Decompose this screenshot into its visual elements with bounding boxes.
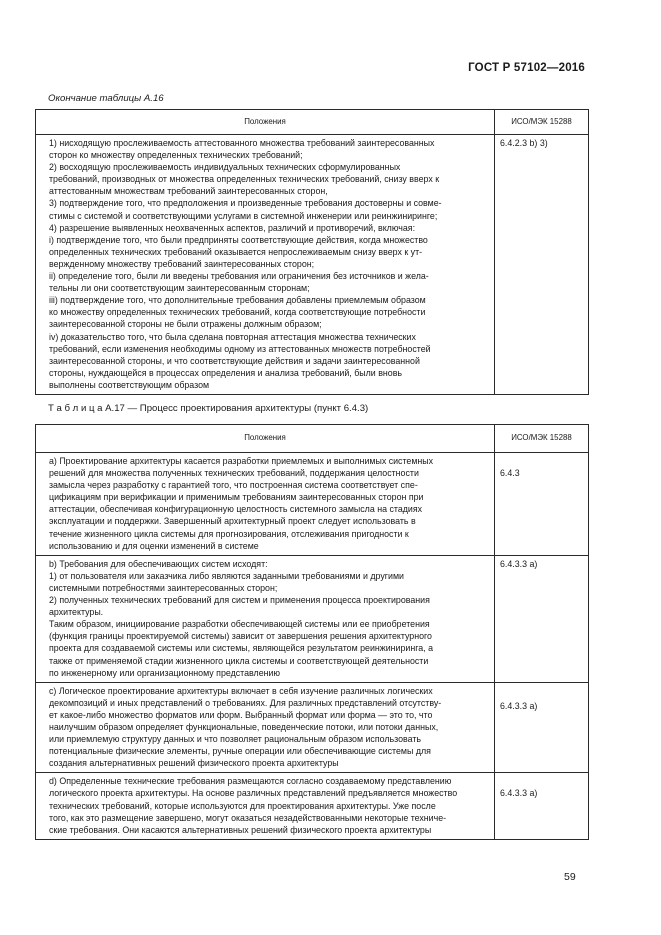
- text-line: 2) восходящую прослеживаемость индивидуальных технических сформулированных: [49, 162, 401, 173]
- standard-number: ГОСТ Р 57102—2016: [468, 62, 585, 74]
- table-row: [36, 453, 589, 556]
- text-line: эксплуатации и поддержки. Завершенный архитектурный проект следует использовать в: [49, 516, 416, 527]
- text-line: декомпозиций и иных представлений о требованиях. Для различных представлений отсутству-: [49, 697, 442, 708]
- position-cell: [36, 135, 495, 395]
- reference-cell: 6.4.3.3 a): [495, 773, 589, 839]
- text-line: замысла через разработку с гарантией того, что построенная система соответствует спе-: [49, 480, 418, 491]
- text-line: 4) разрешение выявленных неохваченных аспектов, различий и противоречий, включая:: [49, 222, 416, 233]
- text-line: выполнены соответствующим образом: [49, 379, 210, 390]
- text-line: того, как это размещение завершено, могут оказаться незадействованными некоторые техниче-: [49, 812, 447, 823]
- text-line: также от применяемой стадии жизненного цикла системы и соответствующей деятельности: [49, 655, 429, 666]
- text-line: аттестации, обеспечивая конфигурационную целостность системного замысла на стадиях: [49, 504, 423, 515]
- text-line: течение жизненного цикла системы для прогнозирования, отслеживания пригодности к: [49, 528, 409, 539]
- column-header-position: Положения: [36, 425, 495, 453]
- table-a16-caption: Окончание таблицы А.16: [48, 93, 164, 104]
- text-line: Таким образом, инициирование разработки обеспечивающей системы или ее приобретения: [49, 619, 430, 630]
- reference-cell: 6.4.3: [495, 453, 589, 556]
- reference-cell: 6.4.3.3 a): [495, 682, 589, 773]
- text-line: по инженерному или организационному представлению: [49, 667, 281, 678]
- text-line: использованию и для оценки изменений в системе: [49, 540, 259, 551]
- position-cell: [36, 773, 495, 839]
- text-line: определенных технических требований оказывается непрослеживаемым снизу вверх к ут-: [49, 246, 423, 257]
- text-line: сторон ко множеству определенных технических требований;: [49, 150, 303, 161]
- text-line: наилучшим образом определяет функциональные, поведенческие потоки, или потоки данных,: [49, 721, 439, 732]
- text-line: 2) полученных технических требований для систем и применения процесса проектирования: [49, 595, 430, 606]
- text-line: ские требования. Они касаются альтернативных решений физического проекта архитектуры: [49, 824, 432, 835]
- column-header-reference: ИСО/МЭК 15288: [495, 425, 589, 453]
- page-number: 59: [564, 871, 576, 883]
- text-line: аттестованным множествам требований заинтересованных сторон,: [49, 186, 328, 197]
- text-line: стороны, нуждающейся в процессах определения и анализа требований, были вновь: [49, 367, 403, 378]
- reference-cell: 6.4.3.3 a): [495, 555, 589, 682]
- text-line: проекта для создаваемой системы или системы, являющейся результатом реинжиниринга, а: [49, 643, 433, 654]
- text-line: ко множеству определенных технических требований, когда соответствующие потребности: [49, 307, 426, 318]
- text-line: c) Логическое проектирование архитектуры включает в себя изучение различных логических: [49, 685, 433, 696]
- table-row: [36, 773, 589, 839]
- table-row: [36, 555, 589, 682]
- text-line: вержденному множеству требований заинтересованных сторон;: [49, 258, 315, 269]
- text-line: логического проекта архитектуры. На основе различных представлений предъявляется множество: [49, 788, 458, 799]
- text-line: требований, производных от множества определенных технических требований, снизу вверх к: [49, 174, 440, 185]
- text-line: b) Требования для обеспечивающих систем исходят:: [49, 558, 268, 569]
- text-line: iv) доказательство того, что была сделана повторная аттестация множества технических: [49, 331, 416, 342]
- text-line: создания альтернативных решений физического проекта архитектуры: [49, 758, 339, 769]
- table-a16: [35, 109, 589, 395]
- position-cell: [36, 555, 495, 682]
- text-line: заинтересованной стороны, и что соответствующие действия и задачи заинтересованной: [49, 355, 420, 366]
- position-cell: [36, 453, 495, 556]
- text-line: iii) подтверждение того, что дополнительные требования добавлены приемлемым образом: [49, 295, 426, 306]
- text-line: цификациям при верификации и применимым требованиям заинтересованных сторон при: [49, 492, 424, 503]
- text-line: решений для множества полученных технических требований, поддержания целостности: [49, 468, 419, 479]
- text-line: потенциальные физические элементы, ручные операции или обеспечивающие системы для: [49, 746, 431, 757]
- text-line: тельны ли они соответствующим заинтересованным сторонам;: [49, 283, 310, 294]
- column-header-reference: ИСО/МЭК 15288: [495, 110, 589, 135]
- text-line: системными потребностями заинтересованных сторон;: [49, 582, 278, 593]
- column-header-position: Положения: [36, 110, 495, 135]
- text-line: стимы с системой и соответствующими услугами в системной инженерии или реинжиниринге;: [49, 210, 438, 221]
- text-line: технических требований, которые используются для проектирования архитектуры. Уже после: [49, 800, 436, 811]
- text-line: или приемлемую структуру данных и что позволяет рациональным образом использовать: [49, 734, 421, 745]
- text-line: ет какое-либо множество форматов или форм. Выбранный формат или форма — это то, что: [49, 709, 433, 720]
- text-line: заинтересованной стороны не были отражены должным образом;: [49, 319, 322, 330]
- position-cell: [36, 682, 495, 773]
- text-line: 1) нисходящую прослеживаемость аттестованного множества требований заинтересованных: [49, 138, 435, 148]
- table-row: [36, 682, 589, 773]
- text-line: 1) от пользователя или заказчика либо являются заданными требованиями и другими: [49, 570, 404, 581]
- table-a17-caption: Т а б л и ц а А.17 — Процесс проектирования архитектуры (пункт 6.4.3): [48, 403, 369, 414]
- table-header-row: [36, 425, 589, 453]
- reference-cell: 6.4.2.3 b) 3): [495, 135, 589, 395]
- text-line: ii) определение того, были ли введены требования или ограничения без источников и жела-: [49, 271, 429, 282]
- text-line: i) подтверждение того, что были предприняты соответствующие действия, когда множество: [49, 234, 428, 245]
- table-header-row: [36, 110, 589, 135]
- text-line: a) Проектирование архитектуры касается разработки приемлемых и выполнимых системных: [49, 456, 434, 466]
- text-line: 3) подтверждение того, что предположения и произведенные требования достоверны и совме-: [49, 198, 442, 209]
- table-row: [36, 135, 589, 395]
- text-line: архитектуры.: [49, 607, 104, 618]
- text-line: (функция границы проектируемой системы) зависит от завершения решения архитектурного: [49, 631, 432, 642]
- text-line: требований, если изменения необходимы одному из аттестованных множеств потребностей: [49, 343, 431, 354]
- table-a17: [35, 424, 589, 840]
- text-line: d) Определенные технические требования размещаются согласно создаваемому представлению: [49, 776, 452, 787]
